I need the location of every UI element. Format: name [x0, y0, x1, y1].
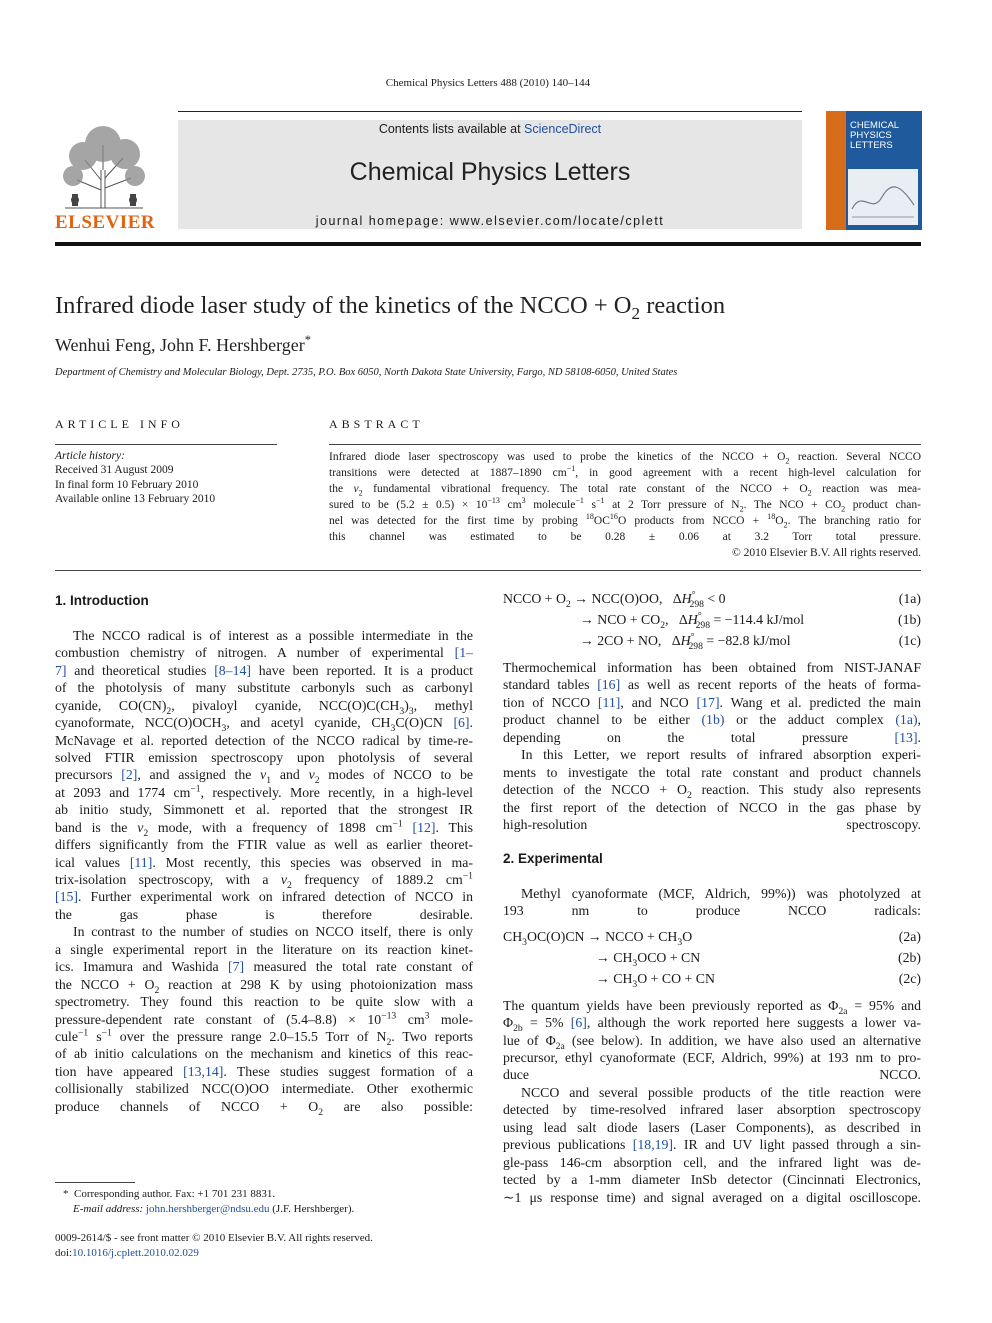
footnote-rule: [55, 1182, 135, 1183]
doi-line: [55, 1246, 373, 1261]
body-line: combustion chemistry of nitrogen. A number of experimental [1–: [55, 645, 473, 661]
body-line: the first report of the detection of NCCO in the gas phase by: [503, 799, 921, 815]
body-line: The quantum yields have been previously reported as $\Phi_{2a} = 95\%$ and: [503, 997, 921, 1017]
citation-link[interactable]: [13]: [894, 729, 918, 745]
body-line: the NCCO + $O_2$ reaction at 298 K by using photoionization mass: [55, 976, 473, 996]
doi-link[interactable]: 10.1016/j.cplett.2010.02.029: [72, 1246, 199, 1259]
body-line: using lead salt diode lasers (Laser Components), as described in: [503, 1119, 921, 1135]
experimental-heading: 2. Experimental: [503, 851, 603, 867]
body-line: ical values [11]. Most recently, this species was observed in ma-: [55, 854, 473, 870]
body-line: cyanide, $CO(CN)_2$, pivaloyl cyanide, $NCC(O)C(CH_3)_3$, methyl: [55, 697, 473, 717]
body-line: high-resolution spectroscopy.: [503, 816, 921, 832]
revised-date: In final form 10 February 2010: [55, 478, 199, 491]
equation-1a: NCCO + $O_2 \to NCC(O)OO$, $\Delta H^\circ_{298} < 0$ (1a): [503, 589, 921, 610]
equation-2a: $CH_3OC(O)CN$ → NCCO + $CH_3O$ (2a): [503, 928, 921, 948]
body-line: 193 nm to produce NCCO radicals:: [503, 903, 921, 919]
journal-cover-thumbnail[interactable]: [826, 111, 922, 230]
citation-link[interactable]: [13,14]: [183, 1063, 224, 1079]
contents-availability: [178, 122, 802, 136]
equation-1c: → 2CO + NO, $\Delta H^\circ_{298} = -82.8$ kJ/mol (1c): [580, 631, 921, 652]
title-main: Infrared diode laser study of the kinetics of the NCCO + O: [55, 292, 632, 319]
citation-link[interactable]: [18,19]: [632, 1137, 674, 1153]
citation-link[interactable]: [17]: [696, 694, 720, 710]
equation-number: (1a): [898, 591, 921, 606]
equation-number: (2c): [898, 970, 921, 986]
body-line: a single experimental report in the literature on its reaction kinet-: [55, 941, 473, 957]
abstract-line: nel was detected for the first time by probing $^{18}$OC$^{16}$O products from NCCO + $^{18}O_2$. The branching ratio for: [329, 512, 921, 530]
authors: Wenhui Feng, John F. Hershberger: [55, 335, 305, 355]
abstract-rule: [329, 444, 921, 445]
abstract-line: the $\nu_2$ fundamental vibrational frequency. The total rate constant of the NCCO + $O_2$ reaction was mea-: [329, 483, 921, 498]
equation-1b: → NCO + $CO_2$, $\Delta H^\circ_{298} = -114.4$ kJ/mol (1b): [580, 610, 921, 631]
citation-link[interactable]: [6]: [453, 715, 470, 731]
homepage-prefix: journal homepage:: [315, 214, 450, 228]
contents-prefix: Contents lists available at: [378, 122, 525, 136]
header-rule: [178, 111, 802, 112]
article-history: [55, 449, 215, 506]
online-date: Available online 13 February 2010: [55, 492, 216, 505]
email-suffix: (J.F. Hershberger).: [269, 1202, 355, 1215]
copyright-notice: © 2010 Elsevier B.V. All rights reserved.: [732, 547, 921, 559]
left-column: [55, 592, 474, 1118]
body-line: cule$^{-1}$ $s^{-1}$ over the pressure range 2.0–15.5 Torr of $N_2$. Two reports: [55, 1027, 473, 1048]
email-label: E-mail address:: [73, 1202, 146, 1215]
abstract-bottom-rule: [55, 570, 921, 571]
abstract-line: Infrared diode laser spectroscopy was used to probe the kinetics of the NCCO + $O_2$ reaction. Several NCCO: [329, 451, 922, 466]
body-line: [15]. Further experimental work on infrared detection of NCCO in: [55, 889, 473, 905]
cover-title-line: PHYSICS: [850, 130, 892, 141]
equation-number: (2a): [898, 928, 921, 944]
sciencedirect-link[interactable]: ScienceDirect: [524, 122, 602, 136]
elsevier-wordmark: ELSEVIER: [55, 212, 156, 233]
body-line: depending on the total pressure [13].: [503, 729, 921, 745]
abstract-line: this channel was estimated to be 0.28 ± 0.06 at 3.2 Torr total pressure.: [329, 531, 921, 543]
abstract-line: sured to be $(5.2 \pm 0.5) \times 10^{-13}$ $cm^3$ molecule$^{-1}$ $s^{-1}$ at 2 Torr pressure of $N_2$. The NCO + $CO_2$ product chan-: [329, 496, 921, 514]
citation-link[interactable]: [2]: [121, 767, 138, 783]
article-info-rule: [55, 444, 277, 445]
body-line: Methyl cyanoformate (MCF, Aldrich, 99%)) was photolyzed at: [521, 885, 921, 901]
equation-link[interactable]: (1b): [701, 712, 725, 728]
email-link[interactable]: john.hershberger@ndsu.edu: [145, 1202, 270, 1215]
equation-2b: → $CH_3OCO$ + CN (2b): [596, 949, 921, 969]
corresponding-footnote: [55, 1187, 354, 1202]
equation-number: (1c): [898, 633, 921, 648]
body-line: ∼1 μs response time) and signal averaged on a digital oscilloscope.: [503, 1189, 921, 1205]
citation-link[interactable]: [6]: [570, 1015, 587, 1031]
body-line: band is the $\nu_2$ mode, with a frequency of 1898 $cm^{-1}$ [12]. This: [55, 818, 473, 839]
affiliation: Department of Chemistry and Molecular Biology, Dept. 2735, P.O. Box 6050, North Dakota State University, Fargo, ND 58108-6050, United States: [55, 367, 678, 378]
body-line: Thermochemical information has been obtained from NIST-JANAF: [503, 660, 921, 675]
body-line: the gas phase is therefore desirable.: [55, 906, 473, 922]
citation-link[interactable]: [12]: [412, 819, 436, 835]
masthead-rule: [55, 242, 921, 246]
body-line: detection of the NCCO + $O_2$ reaction. This study also represents: [503, 782, 921, 801]
equation-number: (2b): [898, 949, 921, 965]
abstract-line: transitions were detected at 1887–1890 $cm^{-1}$, in good agreement with a recent high-level calculation for: [329, 464, 922, 479]
body-line: precursors [2], and assigned the $\nu_1$ and $\nu_2$ modes of NCCO to be: [55, 767, 473, 787]
citation-link[interactable]: [1–: [454, 645, 473, 661]
body-line: lue of $\Phi_{2a}$ (see below). In addition, we have also used an alternative: [503, 1032, 921, 1052]
cover-title-line: CHEMICAL: [850, 120, 900, 131]
body-line: differs significantly from the FTIR value as well as earlier theoret-: [55, 837, 473, 853]
body-line: solved FTIR emission spectroscopy upon photolysis of several: [55, 749, 473, 765]
body-line: spectrometry. They found this reaction to be quite slow with a: [55, 994, 473, 1010]
body-line: ab initio study, Simmonett et al. reported that the strongest IR: [55, 802, 473, 818]
body-line: previous publications [18,19]. IR and UV light passed through a sin-: [503, 1137, 922, 1153]
body-line: NCCO and several possible products of the title reaction were: [521, 1084, 921, 1100]
cover-stripe: [826, 111, 846, 230]
body-line: gle-pass 146-cm absorption cell, and the infrared light was de-: [503, 1154, 921, 1170]
body-line: 7] and theoretical studies [8–14] have been reported. It is a product: [55, 662, 474, 678]
received-date: Received 31 August 2009: [55, 464, 174, 477]
body-line: tion have appeared [13,14]. These studies suggest formation of a: [55, 1063, 473, 1079]
corresponding-text: Corresponding author. Fax: +1 701 231 8831.: [74, 1188, 276, 1200]
citation-link[interactable]: [7]: [228, 959, 245, 975]
citation-link[interactable]: [16]: [597, 677, 621, 693]
journal-title: Chemical Physics Letters: [349, 158, 631, 186]
email-footnote: [55, 1202, 354, 1217]
body-line: standard tables [16] as well as recent reports of the heats of forma-: [503, 677, 921, 693]
body-line: trix-isolation spectroscopy, with a $\nu_2$ frequency of 1889.2 $cm^{-1}$: [55, 870, 473, 891]
title-subscript: 2: [631, 303, 641, 323]
body-line: at 2093 and 1774 $cm^{-1}$, respectively. More recently, in a high-level: [55, 783, 473, 800]
journal-homepage: [178, 214, 802, 228]
body-line: In contrast to the number of studies on NCCO itself, there is only: [73, 924, 473, 940]
body-line: McNavage et al. reported detection of the NCCO radical by time-re-: [55, 732, 473, 748]
cover-plot-icon: [848, 169, 918, 225]
body-line: tected by a 1-mm diameter InSb detector (Cincinnati Electronics,: [503, 1172, 921, 1188]
abstract-heading: ABSTRACT: [329, 417, 424, 431]
title-end: reaction: [640, 292, 726, 319]
body-line: ments to investigate the total rate constant and product channels: [503, 764, 921, 780]
cover-figure: [848, 169, 918, 225]
cover-title-line: LETTERS: [850, 140, 893, 151]
body-line: collisionally stabilized NCC(O)OO intermediate. Other exothermic: [55, 1081, 473, 1097]
abstract-body: [329, 449, 921, 561]
elsevier-tree-icon: [55, 120, 153, 212]
body-line: of the photolysis of many substitute carbonyls such as carbonyl: [55, 680, 473, 696]
history-label: Article history:: [55, 450, 125, 462]
body-line: of ab initio calculations on the mechanism and kinetics of this reac-: [55, 1046, 473, 1062]
corresponding-mark[interactable]: *: [304, 333, 312, 347]
doi-label: doi:: [55, 1246, 73, 1259]
equation-number: (1b): [898, 612, 921, 627]
citation-link[interactable]: [11]: [129, 854, 153, 870]
journal-masthead: [178, 120, 802, 229]
homepage-link[interactable]: www.elsevier.com/locate/cplett: [449, 214, 665, 228]
equation-link[interactable]: (1a): [895, 712, 918, 728]
journal-reference: Chemical Physics Letters 488 (2010) 140–144: [385, 77, 591, 89]
imprint: [55, 1231, 373, 1260]
body-line: $\Phi_{2b} = 5\%$ [6], although the work reported here suggests a lower va-: [503, 1015, 921, 1034]
body-line: The NCCO radical is of interest as a possible intermediate in the: [73, 627, 473, 643]
body-line: ics. Imamura and Washida [7] measured the total rate constant of: [55, 959, 473, 975]
body-line: precursor, ethyl cyanoformate (ECF, Aldrich, 99%) at 193 nm to pro-: [503, 1050, 921, 1065]
right-column: [503, 590, 921, 1206]
article-info-heading: ARTICLE INFO: [55, 417, 184, 431]
body-line: product channel to be either (1b) or the adduct complex (1a),: [503, 712, 921, 728]
body-line: cyanoformate, $NCC(O)OCH_3$, and acetyl cyanide, $CH_3C(O)CN$ [6].: [55, 715, 473, 734]
body-line: detected by time-resolved infrared laser absorption spectroscopy: [503, 1102, 921, 1118]
citation-link[interactable]: 7]: [55, 662, 67, 678]
author-list: [55, 335, 311, 356]
citation-link[interactable]: [11]: [597, 694, 621, 710]
footnotes: [55, 1187, 354, 1216]
body-line: produce channels of NCCO + $O_2$ are also possible:: [55, 1098, 473, 1118]
body-line: In this Letter, we report results of infrared absorption experi-: [521, 747, 921, 763]
equation-2c: → $CH_3O$ + CO + CN (2c): [596, 970, 921, 990]
issn-line: 0009-2614/$ - see front matter © 2010 Elsevier B.V. All rights reserved.: [55, 1232, 373, 1244]
citation-link[interactable]: [8–14]: [214, 662, 251, 678]
body-line: tion of NCCO [11], and NCO [17]. Wang et al. predicted the main: [503, 694, 921, 710]
article-title: [55, 292, 726, 323]
body-line: duce NCCO.: [503, 1067, 921, 1083]
body-line: pressure-dependent rate constant of $(5.4-8.8) \times 10^{-13}$ $cm^3$ mole-: [55, 1009, 474, 1027]
introduction-heading: 1. Introduction: [55, 593, 149, 608]
footnote-mark: *: [63, 1188, 69, 1200]
citation-link[interactable]: [15]: [55, 889, 78, 905]
